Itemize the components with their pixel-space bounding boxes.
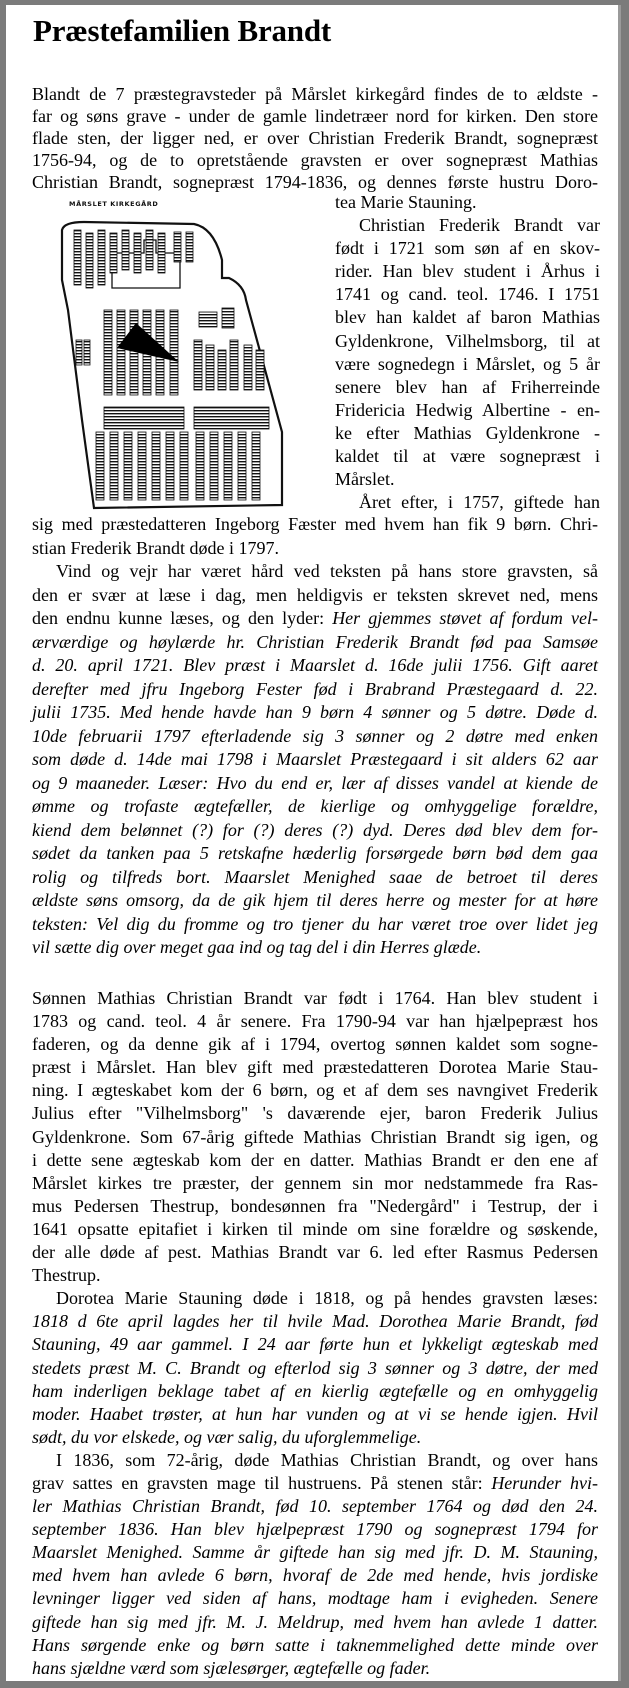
grave-block: [218, 350, 226, 390]
line-quote-italic: ler Mathias Christian Brandt, fød 10. september 1764 og død den 24.: [32, 1496, 598, 1517]
line-text: præst i Mårslet. Han blev gift med præstedatteren Dorotea Marie Stau-: [32, 1057, 598, 1078]
grave-block: [98, 230, 105, 285]
text-line: [32, 1195, 598, 1218]
text-line: [32, 1056, 598, 1079]
line-quote-italic: moder. Haabet trøster, at hun har vunden og at vi se hende igjen. Hvil: [32, 1403, 598, 1424]
line-quote-italic: Maarslet Menighed. Samme år giftede han sig med jfr. D. M. Stauning,: [32, 1542, 598, 1563]
text-line: [32, 913, 598, 937]
text-line: [32, 537, 598, 561]
text-line: [335, 468, 600, 491]
grave-block: [152, 432, 160, 500]
line-text: 1741 og cand. teol. 1746. I 1751: [335, 284, 600, 305]
grave-block: [194, 407, 269, 429]
text-line: [32, 842, 598, 866]
text-line: [335, 237, 600, 260]
text-line: [32, 1102, 598, 1125]
text-line: [32, 725, 598, 749]
line-quote-italic: som døde d. 14de mai 1798 i Maarslet Præstegaard i sit alders 62 aar: [32, 749, 598, 769]
text-line: [32, 748, 598, 772]
line-quote-italic: sødet da tanken paa 5 retskafne hæderlig forsørgede børn bød dem gaa: [32, 843, 598, 863]
line-text: Sønnen Mathias Christian Brandt var født i 1764. Han blev student i: [32, 988, 598, 1008]
text-line: [32, 1172, 598, 1195]
text-line: [32, 772, 598, 796]
line-quote-italic: levninger ligger ved siden af hans, modtage ham i evigheden. Senere: [32, 1588, 598, 1609]
text-line: [32, 560, 598, 584]
text-line: [32, 1010, 598, 1033]
line-quote-italic: rolig og tilfreds bort. Maarslet Menighed saae de betroet til deres: [32, 866, 598, 887]
text-line: [335, 330, 600, 353]
grave-block: [117, 310, 125, 395]
paragraph-intro: [32, 83, 598, 193]
line-text: Gyldenkrone. Som 67-årig giftede Mathias Christian Brandt sig igen, og: [32, 1126, 598, 1147]
line-quote-italic: teksten: Vel dig du fromme og tro tjener du har været troe over lidet jeg: [32, 913, 598, 934]
map-label: MÅRSLET KIRKEGÅRD: [69, 200, 159, 208]
line-quote-italic: kiend dem belønnet (?) for (?) deres (?) dyd. Deres død blev dem for-: [32, 819, 598, 840]
line-text: Julius efter "Vilhelmsborg" 's daværende ejer, baron Frederik Julius: [32, 1103, 598, 1124]
text-line: [32, 1126, 598, 1149]
line-text: ke efter Mathias Gyldenkrone -: [335, 422, 600, 443]
line-text: sig med præstedatteren Ingeborg Fæster med hvem han fik 9 børn. Chri-: [32, 514, 598, 534]
text-line: [335, 422, 600, 445]
text-line: [32, 936, 598, 960]
text-line: [32, 678, 598, 702]
grave-block: [222, 308, 234, 328]
text-line: [32, 584, 598, 608]
text-line: [32, 1149, 598, 1172]
grave-block: [104, 407, 184, 429]
grave-block: [206, 345, 214, 390]
line-quote-italic: 10de februarii 1797 efterladende sig 3 sønner og 2 døtre med enken: [32, 725, 598, 746]
text-line: [335, 191, 600, 214]
grave-block: [166, 432, 174, 500]
text-line: [32, 1333, 598, 1356]
line-quote-italic: vil sætte dig over meget gaa ind og tag del i din Herres glæde.: [32, 937, 482, 957]
line-quote-italic: Herunder hvi-: [491, 1472, 598, 1493]
text-line: [32, 1426, 598, 1449]
page-title: Præstefamilien Brandt: [33, 13, 332, 48]
line-text: far og søns grave - under de gamle lindetræer nord for kirken. Den store: [32, 106, 598, 126]
grave-block: [194, 340, 202, 390]
line-quote-italic: Stauning, 49 aar gammel. I 24 aar førte hun et lykkeligt ægteskab med: [32, 1334, 598, 1355]
paragraph-right-column: [335, 191, 600, 514]
grave-block: [174, 232, 181, 262]
line-quote-italic: september 1836. Han blev hjælpepræst 1790 og sognepræst 1794 for: [32, 1519, 598, 1540]
text-line: [32, 701, 598, 725]
grave-block: [74, 230, 81, 285]
line-text: i dette sene ægteskab kom der en datter. Mathias Brandt er den ene af: [32, 1149, 598, 1170]
cemetery-map-drawing: [54, 200, 284, 512]
grave-block: [134, 233, 141, 273]
line-text: Christian Frederik Brandt var: [359, 215, 600, 236]
grave-block: [104, 310, 112, 395]
text-line: [335, 353, 600, 376]
text-line: [32, 171, 598, 193]
line-quote-italic: sødt, du vor elskede, og vær salig, du uforglemmelige.: [32, 1426, 422, 1447]
line-quote-italic: 1818 d 6te april lagdes her til hvile Mad. Dorothea Marie Brandt, fød: [32, 1311, 598, 1332]
grave-block: [199, 312, 217, 327]
text-line: [32, 1310, 598, 1333]
text-line: [335, 376, 600, 399]
paragraph-son: [32, 987, 598, 1680]
grave-block: [224, 432, 232, 500]
paragraph-father-gravestone: [32, 513, 598, 960]
line-text: Gyldenkrone, Vilhelmsborg, til at: [335, 330, 600, 351]
text-line: [335, 306, 600, 329]
line-text: Thestrup.: [32, 1265, 101, 1286]
grave-block: [110, 233, 117, 273]
grave-block: [196, 432, 204, 500]
text-line: [32, 866, 598, 890]
text-line: [32, 1449, 598, 1472]
text-line: [32, 1403, 598, 1426]
grave-block: [84, 340, 90, 365]
line-text: tea Marie Stauning.: [335, 192, 477, 212]
text-line: [32, 795, 598, 819]
text-line: [32, 127, 598, 149]
line-text: Mårslet kirkes tre præster, der gennem sin mor nedstammede fra Ras-: [32, 1172, 598, 1193]
line-text: den endnu kunne læses, og den lyder:: [32, 608, 333, 628]
grave-block: [138, 432, 146, 500]
text-line: [32, 1587, 598, 1610]
text-line: [335, 445, 600, 468]
line-text: blev han kaldet af baron Mathias: [335, 307, 600, 328]
text-line: [32, 1564, 598, 1587]
text-line: [335, 491, 600, 514]
line-text: 1756-94, og de to opretstående gravsten er over sognepræst Mathias: [32, 150, 598, 170]
line-text: I 1836, som 72-årig, døde Mathias Christian Brandt, og over hans: [56, 1449, 598, 1470]
text-line: [32, 987, 598, 1010]
cemetery-map: [54, 200, 284, 512]
line-text: stian Frederik Brandt døde i 1797.: [32, 537, 279, 558]
line-text: være sognedegn i Mårslet, og 5 år: [335, 353, 600, 374]
line-text: faderen, og da denne gik af i 1794, overtog sønnen kaldet som sogne-: [32, 1034, 598, 1055]
text-line: [32, 1241, 598, 1264]
grave-block: [252, 432, 260, 500]
text-line: [335, 214, 600, 237]
line-quote-italic: Her gjemmes støvet af fordum vel-: [332, 608, 598, 628]
line-quote-italic: julii 1735. Med hende havde han 9 børn 4 sønner og 5 døtre. Døde d.: [32, 702, 598, 722]
line-quote-italic: ældste søns omsorg, da de gik hjem til deres herre og mester for at høre: [32, 890, 598, 910]
line-quote-italic: hans sjældne værd som sjælesørger, ægtefælle og fader.: [32, 1657, 431, 1678]
text-line: [32, 819, 598, 843]
text-line: [32, 83, 598, 105]
text-line: [32, 1518, 598, 1541]
text-line: [32, 1033, 598, 1056]
line-quote-italic: d. 20. april 1721. Blev præst i Maarslet d. 16de julii 1756. Gift aaret: [32, 655, 598, 675]
text-line: [32, 1380, 598, 1403]
grave-block: [170, 310, 178, 395]
text-line: [32, 149, 598, 171]
line-text: mus Pedersen Thestrup, bondesønnen fra "Nedergård" i Testrup, der i: [32, 1195, 598, 1216]
line-text: Blandt de 7 præstegravsteder på Mårslet kirkegård findes de to ældste -: [32, 84, 598, 104]
line-text: Christian Brandt, sognepræst 1794-1836, og dennes første hustru Doro-: [32, 172, 598, 192]
line-text: Fridericia Hedwig Albertine - en-: [335, 399, 600, 420]
grave-block: [86, 233, 93, 288]
text-line: [32, 1357, 598, 1380]
text-line: [335, 399, 600, 422]
text-line: [32, 654, 598, 678]
text-line: [32, 1611, 598, 1634]
text-line: [32, 1472, 598, 1495]
grave-block: [76, 340, 82, 365]
line-text: rider. Han blev student i Århus i: [335, 261, 600, 282]
line-quote-italic: ham inderligen beklage tabet af en kierlig ægtefælle og en omhyggelig: [32, 1380, 598, 1401]
line-text: senere blev han af Friherreinde: [335, 376, 600, 397]
line-text: kaldet til at være sognepræst i: [335, 446, 600, 467]
line-text: grav sattes en gravsten mage til hustruens. På stenen står:: [32, 1472, 492, 1493]
grave-block: [180, 432, 188, 500]
line-text: Året efter, i 1757, giftede han: [359, 492, 600, 513]
line-text: Mårslet.: [335, 469, 395, 490]
grave-block: [244, 345, 252, 390]
text-line: [335, 260, 600, 283]
text-line: [32, 1634, 598, 1657]
line-text: født i 1721 som søn af en skov-: [335, 238, 600, 259]
grave-block: [110, 432, 118, 500]
grave-block: [146, 230, 153, 270]
grave-block: [124, 432, 132, 500]
line-quote-italic: med hvem han avlede 6 børn, hvoraf de 2de med hende, hvis jordiske: [32, 1565, 598, 1586]
grave-block: [256, 350, 264, 390]
grave-block: [230, 340, 238, 390]
line-text: der alle døde af pest. Mathias Brandt var 6. led efter Rasmus Pedersen: [32, 1242, 598, 1263]
text-line: [32, 889, 598, 913]
grave-block: [210, 432, 218, 500]
line-text: flade sten, der ligger ned, er over Christian Frederik Brandt, sognepræst: [32, 128, 598, 148]
text-line: [32, 1541, 598, 1564]
grave-block: [238, 432, 246, 500]
text-line: [32, 631, 598, 655]
text-line: [32, 1264, 598, 1287]
grave-block: [122, 230, 129, 270]
line-quote-italic: stedets præst M. C. Brandt og efterlod sig 3 sønner og 3 døtre, der med: [32, 1357, 598, 1378]
line-quote-italic: derefter med jfru Ingeborg Fester fød i Brabrand Præstegaard d. 22.: [32, 678, 598, 699]
text-line: [32, 1495, 598, 1518]
grave-block: [96, 432, 104, 500]
line-text: 1641 opsatte epitafiet i kirken til minde om sine forældre og søskende,: [32, 1218, 598, 1239]
text-line: [32, 105, 598, 127]
text-line: [32, 1287, 598, 1310]
line-text: Dorotea Marie Stauning døde i 1818, og på hendes gravsten læses:: [56, 1288, 598, 1309]
line-text: 1783 og cand. teol. 4 år senere. Fra 1790-94 var han hjælpepræst hos: [32, 1011, 598, 1032]
text-line: [335, 283, 600, 306]
text-line: [32, 1657, 598, 1680]
line-quote-italic: og 9 maaneder. Læser: Hvo du end er, lær af disses vandel at kiende de: [32, 772, 598, 793]
grave-block: [158, 233, 165, 273]
line-text: Vind og vejr har været hård ved teksten på hans store gravsten, så: [56, 561, 598, 581]
line-text: ning. I ægteskabet kom der 6 børn, og et af dem ses navngivet Frederik: [32, 1080, 598, 1101]
text-line: [32, 513, 598, 537]
line-quote-italic: ærværdige og høylærde hr. Christian Frederik Brandt fød paa Samsøe: [32, 631, 598, 652]
line-text: den er svær at læse i dag, men heldigvis er teksten skrevet ned, mens: [32, 584, 598, 605]
text-line: [32, 1079, 598, 1102]
grave-block: [130, 310, 138, 395]
line-quote-italic: ømme og trofaste ægtefæller, de kierlige og omhyggelige forældre,: [32, 796, 598, 816]
document-page: [6, 5, 621, 1681]
text-line: [32, 607, 598, 631]
grave-block: [186, 232, 193, 262]
text-line: [32, 1218, 598, 1241]
line-quote-italic: giftede han sig med jfr. M. J. Meldrup, med hvem han avlede 1 datter.: [32, 1611, 598, 1632]
line-quote-italic: Hans sørgende enke og børn satte i taknemmelighed dette minde over: [32, 1634, 598, 1655]
